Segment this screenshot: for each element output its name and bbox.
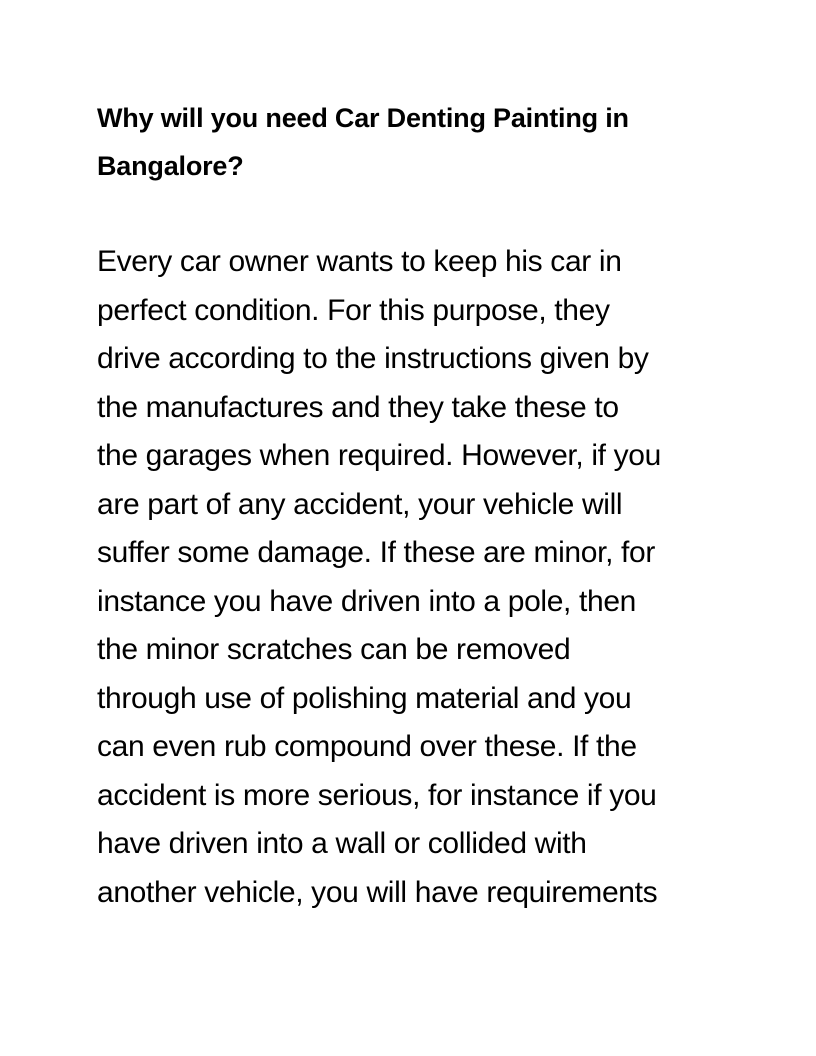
heading-line: Bangalore? bbox=[97, 151, 244, 181]
body-line: drive according to the instructions given by bbox=[97, 342, 649, 375]
body-line: accident is more serious, for instance if you bbox=[97, 778, 657, 812]
body-line: have driven into a wall or collided with bbox=[97, 827, 587, 860]
heading-line: Why will you need Car Denting Painting in bbox=[97, 103, 629, 133]
body-line: the garages when required. However, if you bbox=[97, 439, 661, 472]
body-line: instance you have driven into a pole, then bbox=[97, 584, 637, 618]
document-content bbox=[97, 94, 737, 917]
body-line: perfect condition. For this purpose, they bbox=[97, 293, 610, 327]
body-line: are part of any accident, your vehicle will bbox=[97, 487, 623, 521]
body-line: the minor scratches can be removed bbox=[97, 633, 571, 666]
body-line: another vehicle, you will have requirements bbox=[97, 875, 658, 909]
body-line: can even rub compound over these. If the bbox=[97, 730, 637, 763]
document-heading bbox=[97, 94, 737, 190]
body-line: suffer some damage. If these are minor, for bbox=[97, 536, 656, 569]
body-paragraph bbox=[97, 238, 737, 917]
body-line: Every car owner wants to keep his car in bbox=[97, 245, 622, 278]
body-line: the manufactures and they take these to bbox=[97, 390, 619, 424]
body-line: through use of polishing material and you bbox=[97, 681, 632, 715]
